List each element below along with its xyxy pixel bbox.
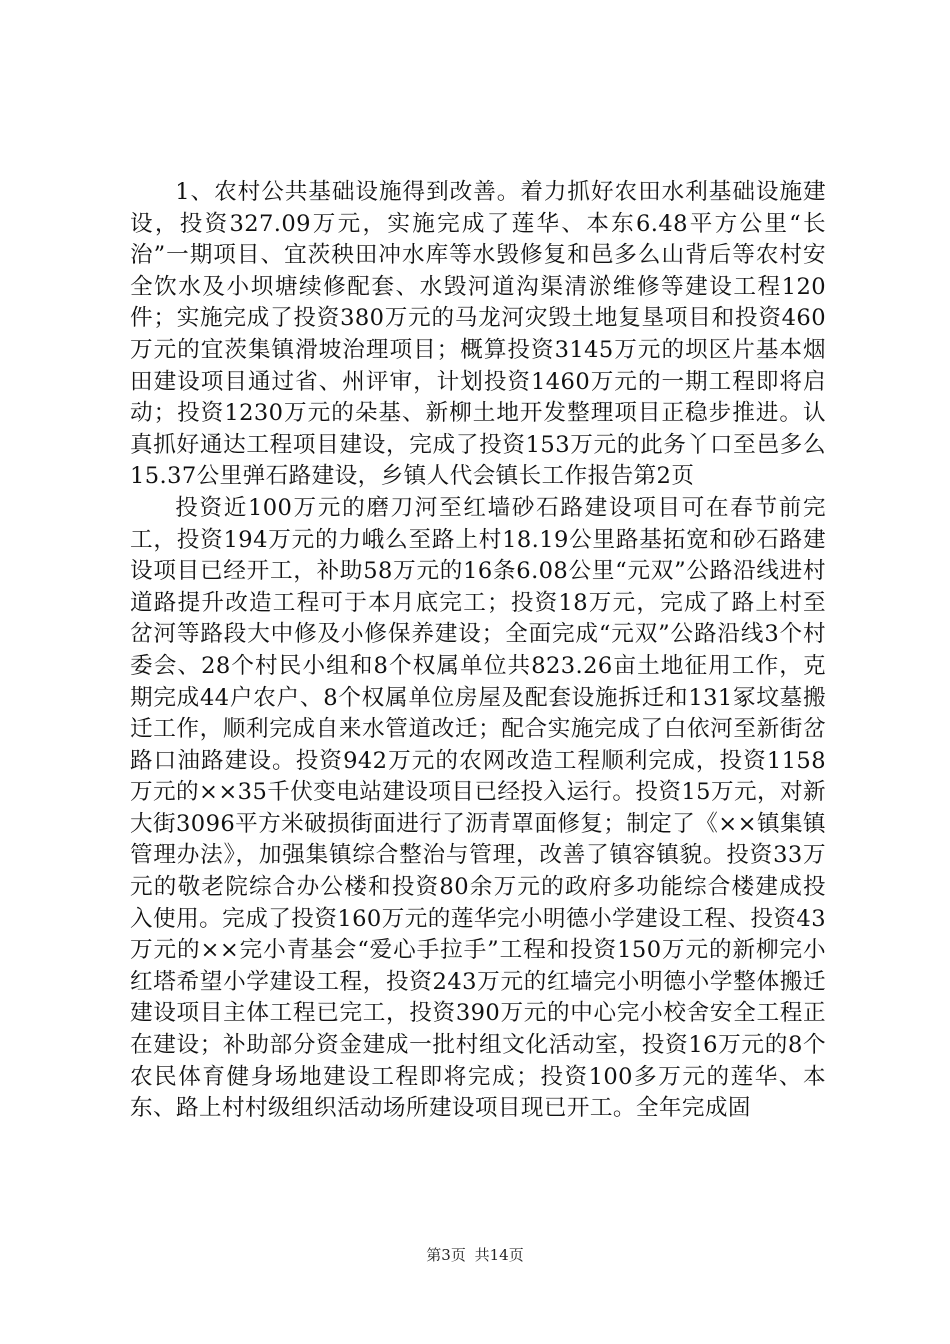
page-number: 第3页 bbox=[426, 1246, 466, 1264]
document-body bbox=[130, 177, 826, 1125]
paragraph-investment-details: 投资近100万元的磨刀河至红墙砂石路建设项目可在春节前完工，投资194万元的力峨么至路上村18.19公里路基拓宽和砂石路建设项目已经开工，补助58万元的16条6.08公里“元双”公路沿线进村道路提升改造工程可于本月底完工；投资18万元，完成了路上村至岔河等路段大中修及小修保养建设；全面完成“元双”公路沿线3个村委会、28个村民小组和8个权属单位共823.26亩土地征用工作，克期完成44户农户、8个权属单位房屋及配套设施拆迁和131冢坟墓搬迁工作，顺利完成自来水管道改迁；配合实施完成了白依河至新街岔路口油路建设。投资942万元的农网改造工程顺利完成，投资1158万元的××35千伏变电站建设项目已经投入运行。投资15万元，对新大街3096平方米破损街面进行了沥青罩面修复；制定了《××镇集镇管理办法》，加强集镇综合整治与管理，改善了镇容镇貌。投资33万元的敬老院综合办公楼和投资80余万元的政府多功能综合楼建成投入使用。完成了投资160万元的莲华完小明德小学建设工程、投资43万元的××完小青基会“爱心手拉手”工程和投资150万元的新柳完小红塔希望小学建设工程，投资243万元的红墙完小明德小学整体搬迁建设项目主体工程已完工，投资390万元的中心完小校舍安全工程正在建设；补助部分资金建成一批村组文化活动室，投资16万元的8个农民体育健身场地建设工程即将完成；投资100多万元的莲华、本东、路上村村级组织活动场所建设项目现已开工。全年完成固 bbox=[130, 494, 826, 1122]
paragraph-infrastructure: 1、农村公共基础设施得到改善。着力抓好农田水利基础设施建设，投资327.09万元，实施完成了莲华、本东6.48平方公里“长治”一期项目、宜茨秧田冲水库等水毁修复和邑多么山背后等农村安全饮水及小坝塘续修配套、水毁河道沟渠清淤维修等建设工程120件；实施完成了投资380万元的马龙河灾毁土地复垦项目和投资460万元的宜茨集镇滑坡治理项目；概算投资3145万元的坝区片基本烟田建设项目通过省、州评审，计划投资1460万元的一期工程即将启动；投资1230万元的朵基、新柳土地开发整理项目正稳步推进。认真抓好通达工程项目建设，完成了投资153万元的此务丫口至邑多么15.37公里弹石路建设，乡镇人代会镇长工作报告第2页 bbox=[130, 179, 826, 490]
page-footer bbox=[0, 1245, 950, 1265]
page-total: 共14页 bbox=[474, 1246, 524, 1264]
